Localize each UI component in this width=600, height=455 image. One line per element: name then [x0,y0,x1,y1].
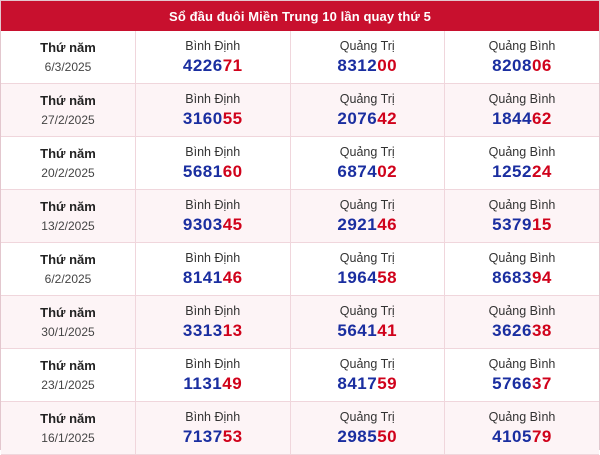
result-number [291,374,445,394]
result-number-tail: 46 [222,267,243,287]
table-row [1,296,599,349]
province-result-cell [136,243,291,296]
result-number-tail: 71 [222,55,243,75]
result-number-head: 3313 [182,320,223,340]
result-number [136,268,290,288]
result-number [291,56,445,76]
result-number [291,215,445,235]
result-number-head: 5641 [337,320,378,340]
result-number [445,321,599,341]
result-number-head: 9303 [182,214,223,234]
result-number-tail: 58 [377,267,398,287]
result-number [445,374,599,394]
table-row [1,243,599,296]
result-number-tail: 49 [222,373,243,393]
day-of-week-label: Thứ năm [40,145,96,161]
result-number-head: 1252 [492,161,532,181]
result-number-tail: 24 [531,161,552,181]
province-result-cell [136,296,291,349]
result-number [445,427,599,447]
date-cell [1,243,136,296]
result-number-tail: 41 [377,320,398,340]
result-number-head: 4226 [182,55,223,75]
page-title-text: Sổ đầu đuôi Miền Trung 10 lần quay thứ 5 [169,8,431,24]
day-of-week-label: Thứ năm [40,251,96,267]
result-number-tail: 45 [222,214,243,234]
province-result-cell [445,349,600,402]
result-number-head: 2985 [337,426,378,446]
province-result-cell [136,349,291,402]
province-result-cell [290,190,445,243]
result-number [291,268,445,288]
province-result-cell [290,349,445,402]
province-name-label: Quảng Bình [488,144,556,159]
result-number-head: 7137 [182,426,223,446]
province-name-label: Quảng Trị [339,250,395,265]
province-name-label: Bình Định [185,197,241,212]
result-number-tail: 15 [531,214,552,234]
result-number [445,109,599,129]
result-number [136,109,290,129]
date-label: 20/2/2025 [41,165,95,180]
province-result-cell [445,243,600,296]
result-number-tail: 42 [377,108,398,128]
result-number [445,56,599,76]
result-number [136,162,290,182]
province-name-label: Quảng Bình [488,197,556,212]
result-number [291,427,445,447]
result-number [136,215,290,235]
result-number-tail: 38 [531,320,552,340]
province-result-cell [445,137,600,190]
province-name-label: Bình Định [185,356,241,371]
province-name-label: Quảng Bình [488,356,556,371]
province-result-cell [290,31,445,84]
date-label: 30/1/2025 [41,324,95,339]
date-label: 16/1/2025 [41,430,95,445]
result-number-tail: 94 [531,267,552,287]
result-number-head: 3626 [492,320,532,340]
date-cell [1,31,136,84]
result-number-head: 5379 [492,214,532,234]
result-number-tail: 60 [222,161,243,181]
province-name-label: Quảng Bình [488,38,556,53]
province-result-cell [136,402,291,455]
result-number-tail: 55 [222,108,243,128]
province-name-label: Quảng Trị [339,144,395,159]
province-result-cell [445,402,600,455]
table-row [1,31,599,84]
result-number-tail: 62 [531,108,552,128]
result-number-head: 5766 [492,373,532,393]
result-number-tail: 06 [531,55,552,75]
province-name-label: Bình Định [185,303,241,318]
province-result-cell [136,84,291,137]
result-number [291,162,445,182]
result-number-tail: 02 [377,161,398,181]
result-number-head: 4105 [492,426,532,446]
result-number-tail: 53 [222,426,243,446]
result-number-tail: 46 [377,214,398,234]
province-name-label: Quảng Trị [339,38,395,53]
result-number [445,162,599,182]
result-number-head: 1131 [183,373,223,393]
province-name-label: Quảng Trị [339,303,395,318]
province-name-label: Bình Định [185,91,241,106]
province-result-cell [136,137,291,190]
table-row [1,349,599,402]
day-of-week-label: Thứ năm [40,410,96,426]
results-table-body [1,31,599,455]
result-number [445,268,599,288]
result-number-head: 8417 [337,373,378,393]
results-table [1,31,599,455]
date-cell [1,137,136,190]
table-row [1,402,599,455]
province-name-label: Quảng Trị [339,197,395,212]
result-number-head: 1964 [337,267,378,287]
province-name-label: Bình Định [185,409,241,424]
result-number [136,321,290,341]
date-label: 27/2/2025 [41,112,95,127]
province-result-cell [290,296,445,349]
province-result-cell [290,402,445,455]
province-name-label: Bình Định [185,250,241,265]
province-name-label: Quảng Bình [488,303,556,318]
province-name-label: Quảng Trị [339,356,395,371]
result-number-tail: 13 [222,320,243,340]
date-cell [1,296,136,349]
province-name-label: Quảng Trị [339,409,395,424]
day-of-week-label: Thứ năm [40,198,96,214]
result-number [291,109,445,129]
result-number-head: 8141 [182,267,223,287]
result-number-head: 2076 [337,108,378,128]
result-number-head: 8683 [492,267,532,287]
result-number-head: 3160 [182,108,223,128]
day-of-week-label: Thứ năm [40,92,96,108]
table-row [1,137,599,190]
date-cell [1,84,136,137]
date-label: 23/1/2025 [41,377,95,392]
result-number-head: 2921 [337,214,378,234]
date-cell [1,190,136,243]
date-label: 6/3/2025 [44,59,92,74]
province-result-cell [445,84,600,137]
province-name-label: Bình Định [185,38,241,53]
result-number-tail: 00 [377,55,398,75]
date-label: 13/2/2025 [41,218,95,233]
result-number-tail: 79 [531,426,552,446]
page-title [1,1,599,31]
table-row [1,190,599,243]
date-cell [1,349,136,402]
province-result-cell [290,137,445,190]
province-result-cell [290,243,445,296]
province-result-cell [445,31,600,84]
day-of-week-label: Thứ năm [40,357,96,373]
result-number [136,427,290,447]
result-number [445,215,599,235]
province-name-label: Quảng Bình [488,250,556,265]
province-name-label: Quảng Bình [488,409,556,424]
province-result-cell [290,84,445,137]
result-number-head: 1844 [492,108,532,128]
table-row [1,84,599,137]
day-of-week-label: Thứ năm [40,39,96,55]
result-number-head: 8208 [492,55,532,75]
result-number [291,321,445,341]
day-of-week-label: Thứ năm [40,304,96,320]
result-number-tail: 59 [377,373,398,393]
result-number [136,374,290,394]
province-result-cell [136,31,291,84]
result-number-head: 5681 [182,161,223,181]
province-name-label: Quảng Trị [339,91,395,106]
date-cell [1,402,136,455]
province-result-cell [445,190,600,243]
province-result-cell [445,296,600,349]
date-label: 6/2/2025 [44,271,92,286]
province-name-label: Quảng Bình [488,91,556,106]
result-number-head: 6874 [337,161,378,181]
province-name-label: Bình Định [185,144,241,159]
province-result-cell [136,190,291,243]
result-number [136,56,290,76]
result-number-tail: 50 [377,426,398,446]
result-number-head: 8312 [337,55,378,75]
result-number-tail: 37 [531,373,552,393]
